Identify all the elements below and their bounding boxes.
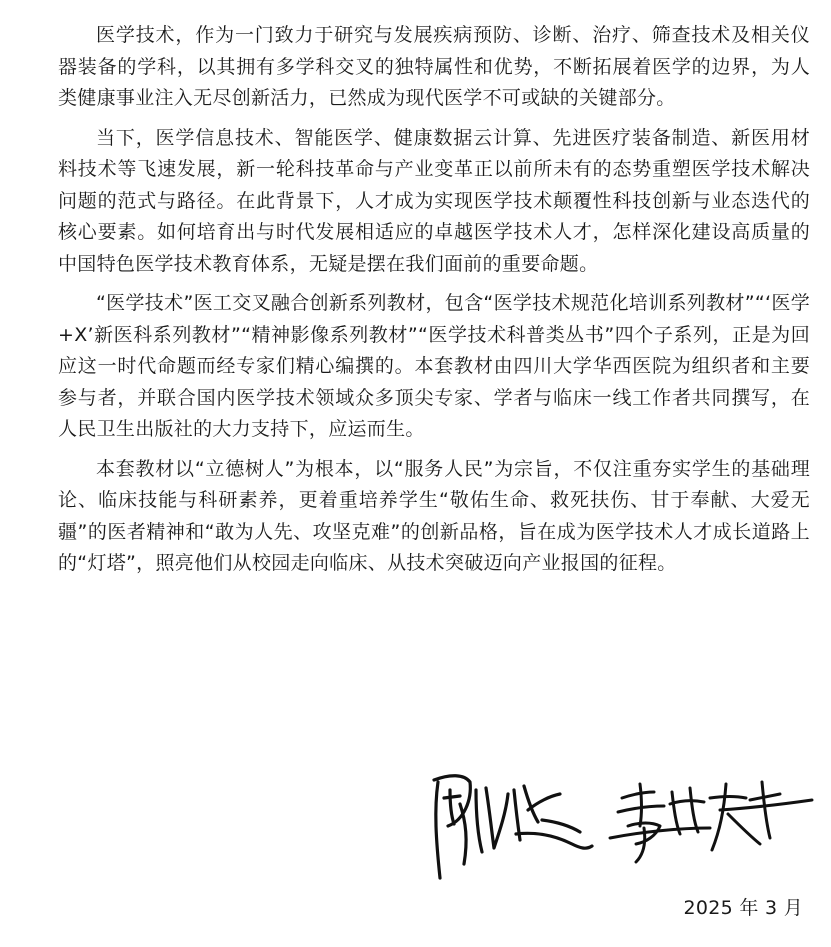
signature-block — [420, 760, 820, 890]
paragraph-4: 本套教材以“立德树人”为根本，以“服务人民”为宗旨，不仅注重夯实学生的基础理论、临床技能与科研素养，更着重培养学生“敬佑生命、救死扶伤、甘于奉献、大爱无疆”的医者精神和“敢为人先、攻坚克难”的创新品格，旨在成为医学技术人才成长道路上的“灯塔”，照亮他们从校园走向临床、从技术突破迈向产业报国的征程。 — [58, 457, 810, 574]
date-label: 2025 年 3 月 — [683, 897, 803, 919]
preface-body — [58, 20, 810, 588]
paragraph-1: 医学技术，作为一门致力于研究与发展疾病预防、诊断、治疗、筛查技术及相关仪器装备的学科，以其拥有多学科交叉的独特属性和优势，不断拓展着医学的边界，为人类健康事业注入无尽创新活力，已然成为现代医学不可或缺的关键部分。 — [58, 24, 810, 109]
paragraph-2: 当下，医学信息技术、智能医学、健康数据云计算、先进医疗装备制造、新医用材料技术等飞速发展，新一轮科技革命与产业变革正以前所未有的态势重塑医学技术解决问题的范式与路径。在此背景下，人才成为实现医学技术颠覆性科技创新与业态迭代的核心要素。如何培育出与时代发展相适应的卓越医学技术人才，怎样深化建设高质量的中国特色医学技术教育体系，无疑是摆在我们面前的重要命题。 — [58, 126, 810, 275]
handwritten-signature-2 — [600, 770, 820, 870]
paragraph-3: “医学技术”医工交叉融合创新系列教材，包含“医学技术规范化培训系列教材”“‘医学+X’新医科系列教材”“精神影像系列教材”“医学技术科普类丛书”四个子系列，正是为回应这一时代命题而经专家们精心编撰的。本套教材由四川大学华西医院为组织者和主要参与者，并联合国内医学技术领域众多顶尖专家、学者与临床一线工作者共同撰写，在人民卫生出版社的大力支持下，应运而生。 — [58, 292, 810, 440]
handwritten-signature-1 — [420, 760, 600, 885]
